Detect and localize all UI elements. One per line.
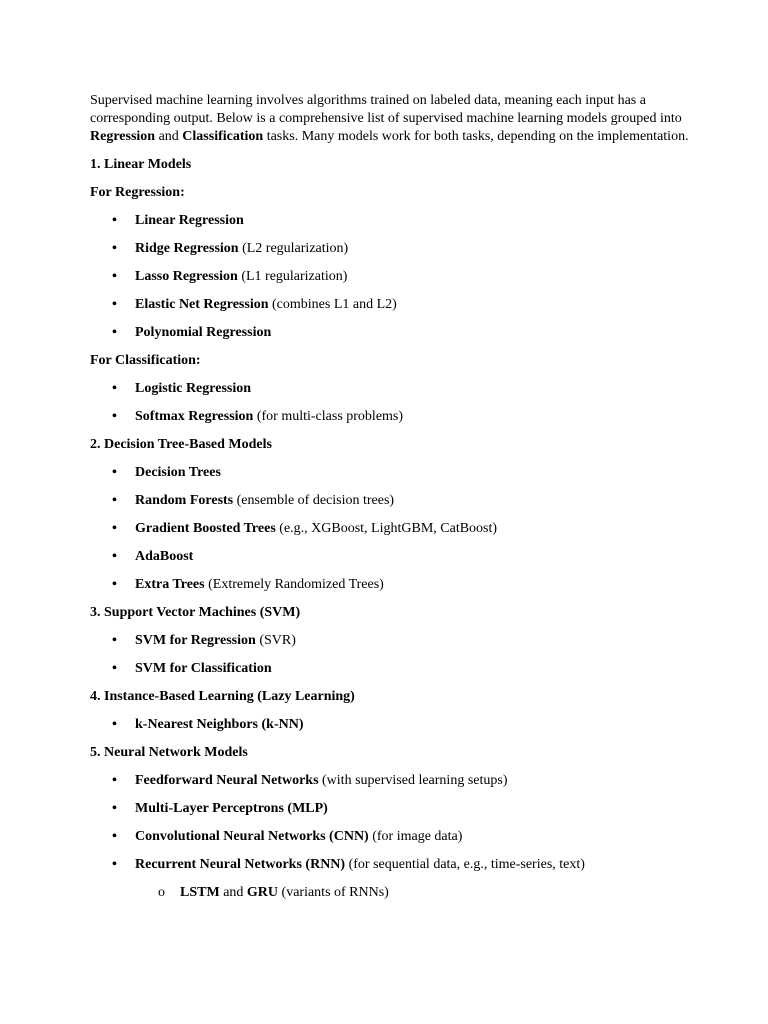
list-linear-regression-models xyxy=(90,212,690,342)
bullet-icon: • xyxy=(112,633,117,648)
list-item xyxy=(90,660,690,678)
item-name: AdaBoost xyxy=(135,549,194,564)
list-item xyxy=(90,856,690,902)
item-name: Extra Trees xyxy=(135,577,205,592)
bullet-icon: • xyxy=(112,297,117,312)
item-desc: (L1 regularization) xyxy=(237,269,348,284)
item-name: Logistic Regression xyxy=(135,381,252,396)
bullet-icon: • xyxy=(112,801,117,816)
list-instance-based-models xyxy=(90,716,690,734)
item-desc: (SVR) xyxy=(255,633,296,648)
list-item xyxy=(90,464,690,482)
item-name: Polynomial Regression xyxy=(135,325,272,340)
section-heading-decision-tree-models: 2. Decision Tree-Based Models xyxy=(90,437,272,452)
item-name: Elastic Net Regression xyxy=(135,297,269,312)
list-item xyxy=(90,492,690,510)
item-desc: (for multi-class problems) xyxy=(253,409,404,424)
bullet-icon: • xyxy=(112,521,117,536)
item-desc: (variants of RNNs) xyxy=(278,885,389,900)
subheading-for-regression: For Regression: xyxy=(90,185,185,200)
section-heading-instance-based: 4. Instance-Based Learning (Lazy Learning) xyxy=(90,689,355,704)
item-name: SVM for Classification xyxy=(135,661,272,676)
item-name: Ridge Regression xyxy=(135,241,239,256)
item-desc: (ensemble of decision trees) xyxy=(233,493,395,508)
item-desc: (with supervised learning setups) xyxy=(318,773,508,788)
list-item xyxy=(90,800,690,818)
section-heading-svm: 3. Support Vector Machines (SVM) xyxy=(90,605,301,620)
intro-bold-classification: Classification xyxy=(182,129,264,144)
item-desc: (Extremely Randomized Trees) xyxy=(204,577,384,592)
item-name: Gradient Boosted Trees xyxy=(135,521,276,536)
item-name: Recurrent Neural Networks (RNN) xyxy=(135,857,346,872)
bullet-icon: • xyxy=(112,493,117,508)
list-item xyxy=(90,716,690,734)
item-desc: (L2 regularization) xyxy=(238,241,349,256)
item-desc: (for sequential data, e.g., time-series, text) xyxy=(345,857,585,872)
list-item xyxy=(90,408,690,426)
list-svm-models xyxy=(90,632,690,678)
bullet-icon: • xyxy=(112,661,117,676)
bullet-icon: • xyxy=(112,773,117,788)
circle-bullet-icon: o xyxy=(158,885,165,900)
item-name: Lasso Regression xyxy=(135,269,238,284)
item-name: Decision Trees xyxy=(135,465,221,480)
item-name-gru: GRU xyxy=(246,885,279,900)
sublist-rnn-variants xyxy=(135,884,690,902)
bullet-icon: • xyxy=(112,577,117,592)
sublist-item xyxy=(135,884,690,902)
bullet-icon: • xyxy=(112,213,117,228)
bullet-icon: • xyxy=(112,857,117,872)
bullet-icon: • xyxy=(112,549,117,564)
bullet-icon: • xyxy=(112,381,117,396)
bullet-icon: • xyxy=(112,325,117,340)
item-desc: (for image data) xyxy=(368,829,463,844)
list-decision-tree-models xyxy=(90,464,690,594)
list-item xyxy=(90,772,690,790)
bullet-icon: • xyxy=(112,409,117,424)
bullet-icon: • xyxy=(112,717,117,732)
item-name: Softmax Regression xyxy=(135,409,254,424)
item-desc: (e.g., XGBoost, LightGBM, CatBoost) xyxy=(275,521,498,536)
intro-text: Supervised machine learning involves algorithms trained on labeled data, meaning each input has a corresponding output. Below is a comprehensive list of supervised machine learning models grouped into xyxy=(90,93,682,126)
section-heading-neural-network-models: 5. Neural Network Models xyxy=(90,745,248,760)
list-item xyxy=(90,212,690,230)
section-heading-linear-models: 1. Linear Models xyxy=(90,157,192,172)
bullet-icon: • xyxy=(112,829,117,844)
list-item xyxy=(90,828,690,846)
list-item xyxy=(90,268,690,286)
list-item xyxy=(90,520,690,538)
list-item xyxy=(90,240,690,258)
item-name: Random Forests xyxy=(135,493,234,508)
document-page xyxy=(90,92,690,912)
item-name: SVM for Regression xyxy=(135,633,256,648)
item-text: and xyxy=(219,885,247,900)
item-name: k-Nearest Neighbors (k-NN) xyxy=(135,717,304,732)
list-item xyxy=(90,296,690,314)
bullet-icon: • xyxy=(112,465,117,480)
bullet-icon: • xyxy=(112,241,117,256)
list-item xyxy=(90,576,690,594)
intro-bold-regression: Regression xyxy=(90,129,156,144)
intro-paragraph xyxy=(90,92,690,146)
list-item xyxy=(90,324,690,342)
intro-text: tasks. Many models work for both tasks, depending on the implementation. xyxy=(263,129,689,144)
list-item xyxy=(90,380,690,398)
intro-text: and xyxy=(155,129,183,144)
item-desc: (combines L1 and L2) xyxy=(268,297,397,312)
item-name: Feedforward Neural Networks xyxy=(135,773,319,788)
item-name-lstm: LSTM xyxy=(180,885,220,900)
list-neural-network-models xyxy=(90,772,690,902)
list-item xyxy=(90,632,690,650)
list-linear-classification-models xyxy=(90,380,690,426)
subheading-for-classification: For Classification: xyxy=(90,353,201,368)
item-name: Multi-Layer Perceptrons (MLP) xyxy=(135,801,328,816)
bullet-icon: • xyxy=(112,269,117,284)
list-item xyxy=(90,548,690,566)
item-name: Linear Regression xyxy=(135,213,244,228)
item-name: Convolutional Neural Networks (CNN) xyxy=(135,829,369,844)
